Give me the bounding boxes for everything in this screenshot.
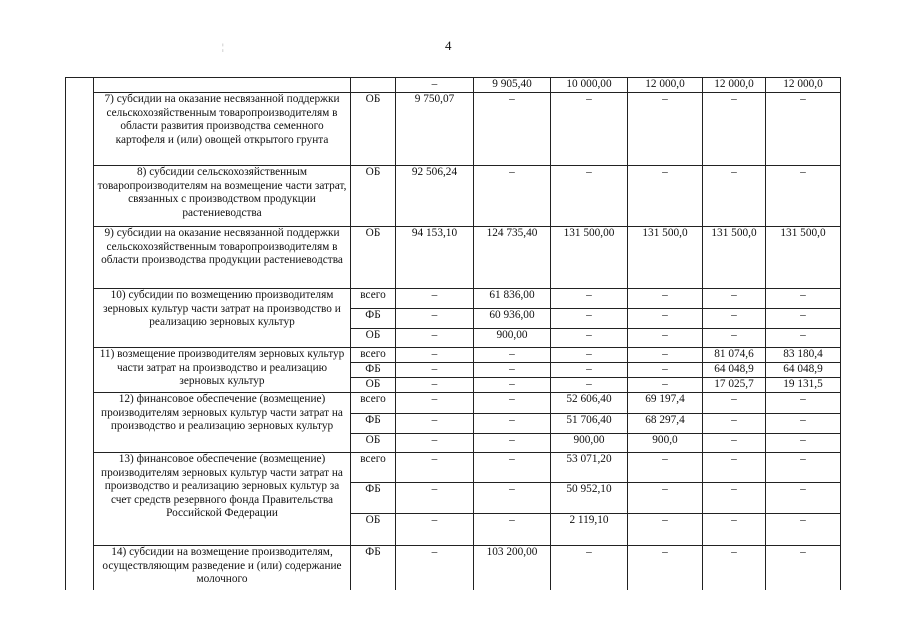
value-cell: – xyxy=(396,309,474,329)
value-cell: – xyxy=(474,434,551,453)
value-cell: – xyxy=(703,289,766,309)
funding-source: ОБ xyxy=(351,378,396,393)
funding-source: ФБ xyxy=(351,414,396,434)
value-cell: – xyxy=(396,348,474,363)
value-cell: 124 735,40 xyxy=(474,227,551,289)
value-cell: 131 500,0 xyxy=(766,227,841,289)
value-cell: 2 119,10 xyxy=(551,514,628,546)
value-cell: – xyxy=(396,546,474,591)
value-cell: – xyxy=(396,378,474,393)
value-cell: 64 048,9 xyxy=(703,363,766,378)
table-row xyxy=(66,453,841,483)
row-description: 13) финансовое обеспечение (возмещение) производителям зерновых культур части затрат на производство и реализацию зерновых культур за счет средств резервного фонда Правительства Российской Федерации xyxy=(94,453,351,546)
value-cell: 19 131,5 xyxy=(766,378,841,393)
value-cell: – xyxy=(703,483,766,514)
value-cell: – xyxy=(628,348,703,363)
value-cell: 53 071,20 xyxy=(551,453,628,483)
value-cell: – xyxy=(766,166,841,227)
value-cell: – xyxy=(628,514,703,546)
value-cell: 60 936,00 xyxy=(474,309,551,329)
budget-table xyxy=(65,77,841,591)
table-row xyxy=(66,546,841,591)
value-cell: 131 500,0 xyxy=(703,227,766,289)
value-cell: – xyxy=(396,329,474,348)
funding-source: ОБ xyxy=(351,514,396,546)
value-cell: – xyxy=(474,393,551,414)
value-cell: 103 200,00 xyxy=(474,546,551,591)
value-cell: 9 905,40 xyxy=(474,78,551,93)
value-cell: – xyxy=(474,378,551,393)
value-cell: 94 153,10 xyxy=(396,227,474,289)
value-cell: 81 074,6 xyxy=(703,348,766,363)
value-cell: – xyxy=(396,483,474,514)
funding-source xyxy=(351,78,396,93)
value-cell: 83 180,4 xyxy=(766,348,841,363)
funding-source: ОБ xyxy=(351,227,396,289)
row-description: 11) возмещение производителям зерновых культур части затрат на производство и реализацию зерновых культур xyxy=(94,348,351,393)
value-cell: – xyxy=(766,309,841,329)
scan-mark: ¦ xyxy=(222,42,224,52)
value-cell: – xyxy=(703,546,766,591)
value-cell: – xyxy=(396,78,474,93)
page-bottom-margin xyxy=(0,590,905,640)
value-cell: – xyxy=(766,546,841,591)
value-cell: – xyxy=(766,453,841,483)
page-number: 4 xyxy=(445,38,452,53)
table-row xyxy=(66,348,841,363)
value-cell: – xyxy=(766,289,841,309)
funding-source: ФБ xyxy=(351,363,396,378)
value-cell: – xyxy=(703,514,766,546)
value-cell: – xyxy=(628,483,703,514)
funding-source: ФБ xyxy=(351,546,396,591)
table-row xyxy=(66,227,841,289)
table-row xyxy=(66,166,841,227)
value-cell: – xyxy=(766,329,841,348)
value-cell: – xyxy=(703,166,766,227)
value-cell: – xyxy=(628,546,703,591)
value-cell: 10 000,00 xyxy=(551,78,628,93)
value-cell: – xyxy=(551,378,628,393)
funding-source: ФБ xyxy=(351,309,396,329)
value-cell: 52 606,40 xyxy=(551,393,628,414)
funding-source: всего xyxy=(351,289,396,309)
value-cell: – xyxy=(551,546,628,591)
value-cell: – xyxy=(703,414,766,434)
value-cell: – xyxy=(703,393,766,414)
value-cell: – xyxy=(474,93,551,166)
value-cell: – xyxy=(703,453,766,483)
value-cell: 61 836,00 xyxy=(474,289,551,309)
value-cell: – xyxy=(396,434,474,453)
value-cell: – xyxy=(551,93,628,166)
funding-source: всего xyxy=(351,393,396,414)
value-cell: – xyxy=(766,414,841,434)
table-row xyxy=(66,93,841,166)
value-cell: – xyxy=(474,483,551,514)
value-cell: 131 500,00 xyxy=(551,227,628,289)
value-cell: 69 197,4 xyxy=(628,393,703,414)
value-cell: – xyxy=(628,378,703,393)
value-cell: – xyxy=(766,514,841,546)
row-description: 10) субсидии по возмещению производителям зерновых культур части затрат на производство и реализацию зерновых культур xyxy=(94,289,351,348)
value-cell: – xyxy=(766,393,841,414)
value-cell: 51 706,40 xyxy=(551,414,628,434)
value-cell: 900,0 xyxy=(628,434,703,453)
table-row xyxy=(66,289,841,309)
row-description: 8) субсидии сельскохозяйственным товаропроизводителям на возмещение части затрат, связанных с производством продукции растениеводства xyxy=(94,166,351,227)
value-cell: – xyxy=(628,363,703,378)
value-cell: – xyxy=(628,289,703,309)
value-cell: – xyxy=(474,514,551,546)
funding-source: всего xyxy=(351,453,396,483)
funding-source: ОБ xyxy=(351,434,396,453)
value-cell: – xyxy=(396,393,474,414)
value-cell: – xyxy=(551,309,628,329)
funding-source: всего xyxy=(351,348,396,363)
value-cell: – xyxy=(703,93,766,166)
value-cell: – xyxy=(474,166,551,227)
value-cell: – xyxy=(474,414,551,434)
funding-source: ФБ xyxy=(351,483,396,514)
row-description: 14) субсидии на возмещение производителям, осуществляющим разведение и (или) содержание молочного xyxy=(94,546,351,591)
funding-source: ОБ xyxy=(351,329,396,348)
value-cell: – xyxy=(628,453,703,483)
value-cell: – xyxy=(628,93,703,166)
row-number-column xyxy=(66,78,94,591)
value-cell: – xyxy=(766,483,841,514)
value-cell: – xyxy=(396,514,474,546)
value-cell: – xyxy=(396,289,474,309)
table-row xyxy=(66,78,841,93)
value-cell: 12 000,0 xyxy=(766,78,841,93)
value-cell: – xyxy=(766,434,841,453)
value-cell: – xyxy=(703,329,766,348)
value-cell: – xyxy=(703,434,766,453)
value-cell: 12 000,0 xyxy=(628,78,703,93)
value-cell: 900,00 xyxy=(551,434,628,453)
value-cell: – xyxy=(474,453,551,483)
value-cell: 50 952,10 xyxy=(551,483,628,514)
funding-source: ОБ xyxy=(351,166,396,227)
value-cell: – xyxy=(474,363,551,378)
value-cell: – xyxy=(551,348,628,363)
value-cell: – xyxy=(766,93,841,166)
value-cell: 17 025,7 xyxy=(703,378,766,393)
row-description: 12) финансовое обеспечение (возмещение) производителям зерновых культур части затрат на производство и реализацию зерновых культур xyxy=(94,393,351,453)
value-cell: – xyxy=(628,166,703,227)
funding-source: ОБ xyxy=(351,93,396,166)
value-cell: – xyxy=(396,363,474,378)
row-description: 7) субсидии на оказание несвязанной поддержки сельскохозяйственным товаропроизводителям в области развития производства семенного картофеля и (или) овощей открытого грунта xyxy=(94,93,351,166)
value-cell: – xyxy=(628,329,703,348)
value-cell: – xyxy=(551,289,628,309)
table-row xyxy=(66,393,841,414)
value-cell: – xyxy=(474,348,551,363)
value-cell: 64 048,9 xyxy=(766,363,841,378)
row-description: 9) субсидии на оказание несвязанной поддержки сельскохозяйственным товаропроизводителям в области производства продукции растениеводства xyxy=(94,227,351,289)
value-cell: – xyxy=(551,329,628,348)
value-cell: – xyxy=(396,453,474,483)
value-cell: 68 297,4 xyxy=(628,414,703,434)
value-cell: – xyxy=(628,309,703,329)
value-cell: 9 750,07 xyxy=(396,93,474,166)
value-cell: 12 000,0 xyxy=(703,78,766,93)
value-cell: – xyxy=(703,309,766,329)
value-cell: 92 506,24 xyxy=(396,166,474,227)
row-description xyxy=(94,78,351,93)
value-cell: 900,00 xyxy=(474,329,551,348)
value-cell: – xyxy=(551,166,628,227)
value-cell: – xyxy=(551,363,628,378)
value-cell: – xyxy=(396,414,474,434)
value-cell: 131 500,0 xyxy=(628,227,703,289)
